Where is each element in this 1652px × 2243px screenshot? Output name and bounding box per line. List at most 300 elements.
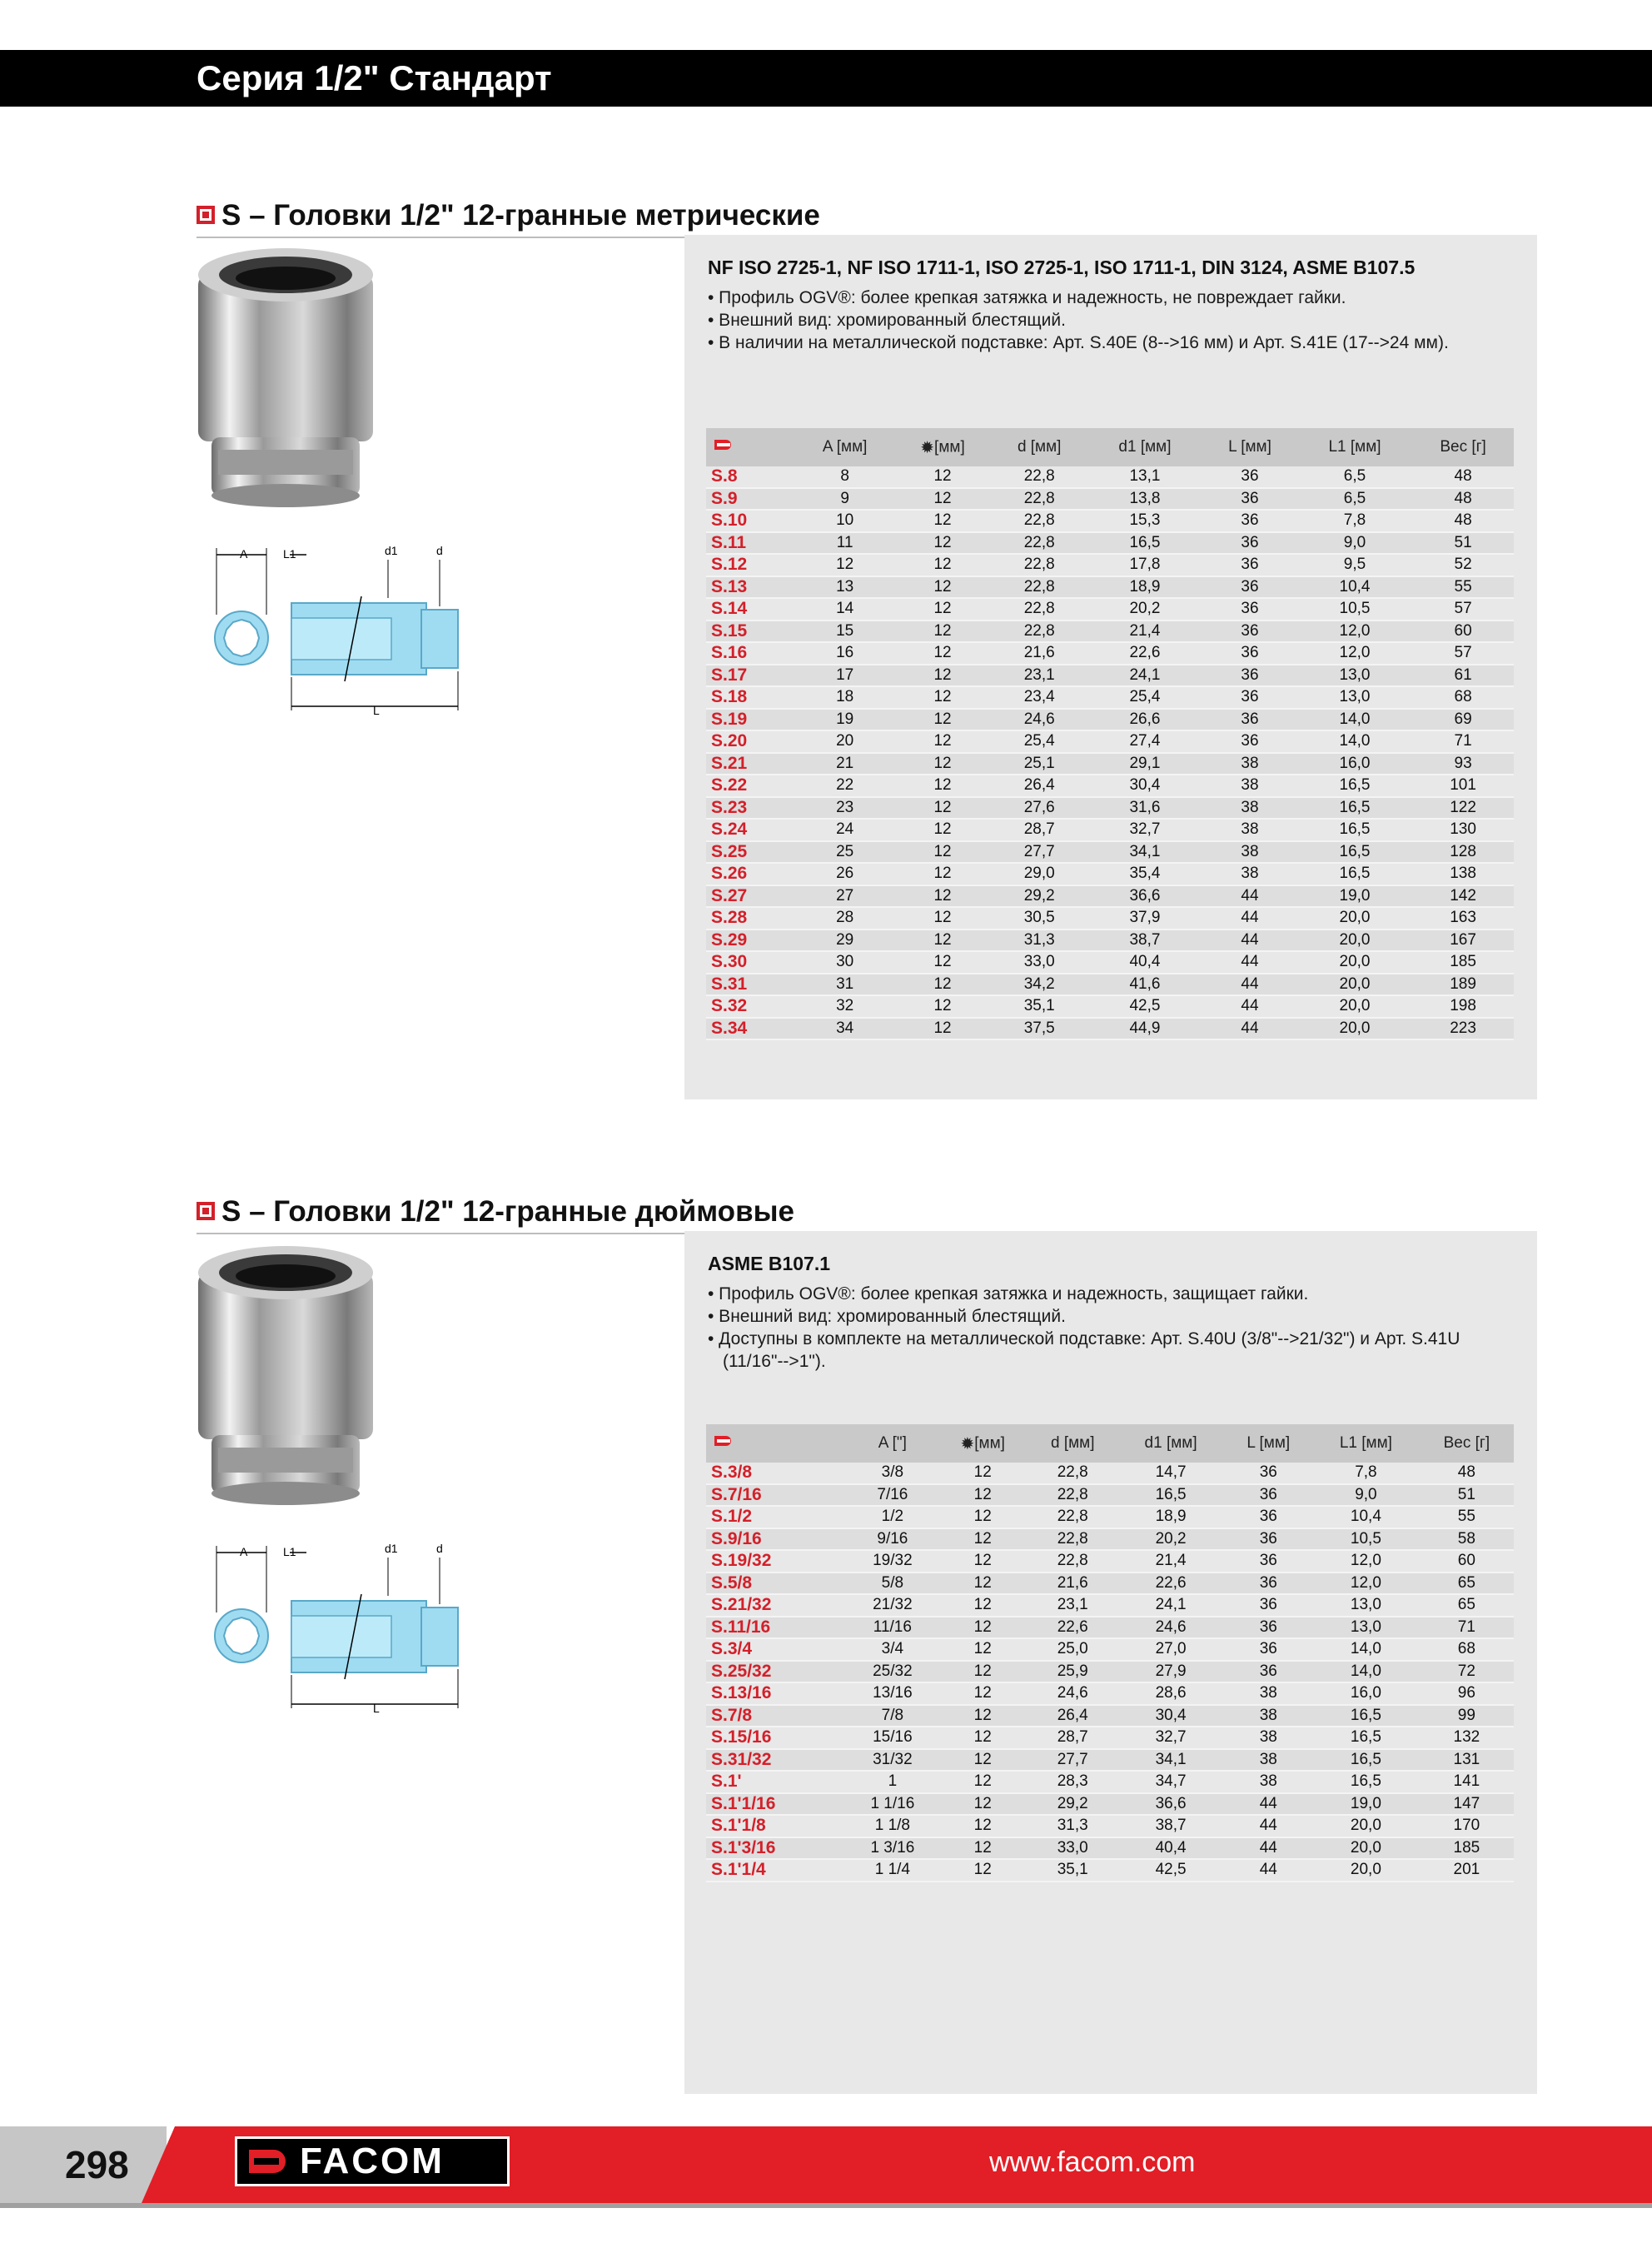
reference-code: S.27: [706, 885, 796, 908]
table-cell: 1/2: [848, 1506, 938, 1528]
table-row: [706, 466, 1514, 488]
table-cell: 31: [796, 974, 894, 996]
diagram-label-l1: L1: [283, 1545, 296, 1558]
table-cell: 12: [938, 1573, 1028, 1595]
reference-code: S.19/32: [706, 1550, 848, 1573]
table-cell: 22,6: [1117, 1573, 1225, 1595]
table-cell: 28: [796, 907, 894, 930]
table-cell: 12: [938, 1727, 1028, 1749]
table-cell: 25: [796, 841, 894, 864]
table-cell: 42,5: [1087, 995, 1202, 1018]
table-cell: 34,1: [1087, 841, 1202, 864]
table-cell: 21/32: [848, 1594, 938, 1617]
table-cell: 37,9: [1087, 907, 1202, 930]
col-header-reference: [706, 428, 796, 466]
feature-item: • В наличии на металлической подставке: Арт. S.40E (8-->16 мм) и Арт. S.41E (17-->24 мм).: [708, 333, 1449, 352]
feature-item: • Профиль OGV®: более крепкая затяжка и надежность, не повреждает гайки.: [708, 288, 1346, 307]
table-cell: 22,8: [992, 621, 1087, 643]
table-cell: 44: [1202, 885, 1297, 908]
table-cell: 36: [1202, 730, 1297, 753]
reference-code: S.17: [706, 665, 796, 687]
table-cell: 7/8: [848, 1705, 938, 1727]
table-cell: 19,0: [1297, 885, 1412, 908]
table-cell: 9,5: [1297, 554, 1412, 576]
table-cell: 28,7: [992, 819, 1087, 841]
table-cell: 42,5: [1117, 1859, 1225, 1882]
table-cell: 22,8: [992, 532, 1087, 555]
table-cell: 22,8: [992, 554, 1087, 576]
col-header: [1412, 428, 1514, 466]
table-cell: 16,5: [1312, 1727, 1420, 1749]
table-cell: 29,1: [1087, 753, 1202, 775]
table-cell: 71: [1420, 1617, 1514, 1639]
facom-logo-mark-icon: [244, 2145, 294, 2178]
table-cell: 11: [796, 532, 894, 555]
table-header-row: [706, 1424, 1514, 1463]
table-cell: 7,8: [1312, 1463, 1420, 1484]
table-cell: 36,6: [1117, 1793, 1225, 1816]
table-cell: 13/16: [848, 1682, 938, 1705]
table-cell: 12: [893, 598, 991, 621]
table-cell: 27,9: [1117, 1661, 1225, 1683]
table-cell: 12: [938, 1749, 1028, 1772]
table-cell: 93: [1412, 753, 1514, 775]
table-cell: 24,6: [1117, 1617, 1225, 1639]
col-header: [1312, 1424, 1420, 1463]
table-row: [706, 1463, 1514, 1484]
table-cell: 38: [1224, 1771, 1312, 1793]
table-cell: 12: [893, 863, 991, 885]
table-cell: 20,0: [1312, 1859, 1420, 1882]
table-cell: 25,9: [1028, 1661, 1117, 1683]
table-cell: 36: [1202, 532, 1297, 555]
table-cell: 22,6: [1028, 1617, 1117, 1639]
table-cell: 68: [1420, 1638, 1514, 1661]
table-cell: 36: [1202, 686, 1297, 709]
table-cell: 16,5: [1297, 819, 1412, 841]
diagram-label-l1: L1: [283, 547, 296, 561]
table-cell: 14: [796, 598, 894, 621]
table-cell: 17,8: [1087, 554, 1202, 576]
dimension-diagram-metric: [198, 540, 473, 723]
table-cell: 36: [1202, 709, 1297, 731]
table-cell: 23: [796, 797, 894, 820]
table-cell: 12: [938, 1550, 1028, 1573]
reference-code: S.34: [706, 1018, 796, 1040]
table-cell: 12: [893, 466, 991, 488]
table-cell: 16,5: [1312, 1771, 1420, 1793]
table-cell: 16: [796, 642, 894, 665]
col-header: [1087, 428, 1202, 466]
table-cell: 36: [1202, 598, 1297, 621]
table-cell: 12: [893, 709, 991, 731]
table-cell: 6,5: [1297, 488, 1412, 511]
table-cell: 14,0: [1297, 730, 1412, 753]
table-row: [706, 775, 1514, 797]
feature-item: • Профиль OGV®: более крепкая затяжка и надежность, защищает гайки.: [708, 1284, 1309, 1303]
table-cell: 15/16: [848, 1727, 938, 1749]
col-header-label: [мм]: [934, 438, 965, 456]
table-cell: 30: [796, 951, 894, 974]
table-row: [706, 665, 1514, 687]
reference-code: S.15/16: [706, 1727, 848, 1749]
table-cell: 12: [893, 1018, 991, 1040]
col-header: [1224, 1424, 1312, 1463]
table-row: [706, 1018, 1514, 1040]
table-cell: 60: [1412, 621, 1514, 643]
table-cell: 16,5: [1087, 532, 1202, 555]
table-cell: 23,4: [992, 686, 1087, 709]
table-cell: 32,7: [1117, 1727, 1225, 1749]
reference-code: S.10: [706, 510, 796, 532]
table-cell: 167: [1412, 930, 1514, 952]
table-cell: 8: [796, 466, 894, 488]
table-row: [706, 797, 1514, 820]
table-cell: 14,0: [1297, 709, 1412, 731]
table-cell: 21: [796, 753, 894, 775]
table-cell: 27: [796, 885, 894, 908]
table-cell: 10,4: [1297, 576, 1412, 599]
facom-reference-icon: [713, 1434, 736, 1448]
table-cell: 12: [893, 885, 991, 908]
table-cell: 28,7: [1028, 1727, 1117, 1749]
table-cell: 30,5: [992, 907, 1087, 930]
table-cell: 36,6: [1087, 885, 1202, 908]
table-cell: 30,4: [1087, 775, 1202, 797]
table-cell: 35,1: [1028, 1859, 1117, 1882]
table-cell: 19,0: [1312, 1793, 1420, 1816]
table-cell: 55: [1420, 1506, 1514, 1528]
section-title-metric: [197, 197, 1537, 238]
table-cell: 27,7: [1028, 1749, 1117, 1772]
table-cell: 38: [1202, 863, 1297, 885]
socket-photo-inch: [188, 1239, 388, 1506]
table-cell: 20: [796, 730, 894, 753]
table-cell: 16,5: [1297, 775, 1412, 797]
table-cell: 138: [1412, 863, 1514, 885]
table-row: [706, 1617, 1514, 1639]
table-cell: 12: [938, 1638, 1028, 1661]
table-cell: 36: [1224, 1484, 1312, 1507]
table-cell: 71: [1412, 730, 1514, 753]
table-cell: 44: [1202, 907, 1297, 930]
reference-code: S.1'1/8: [706, 1815, 848, 1837]
twelve-point-icon: ✹: [920, 438, 935, 457]
table-cell: 44: [1202, 974, 1297, 996]
col-header-label: L [мм]: [1228, 438, 1271, 456]
reference-code: S.25/32: [706, 1661, 848, 1683]
spec-table-inch: [706, 1424, 1514, 1882]
table-cell: 12: [938, 1859, 1028, 1882]
table-cell: 6,5: [1297, 466, 1412, 488]
table-cell: 12: [893, 797, 991, 820]
table-cell: 1 1/8: [848, 1815, 938, 1837]
table-row: [706, 1815, 1514, 1837]
table-cell: 12: [938, 1771, 1028, 1793]
reference-code: S.20: [706, 730, 796, 753]
reference-code: S.9: [706, 488, 796, 511]
table-cell: 9,0: [1297, 532, 1412, 555]
table-cell: 23,1: [1028, 1594, 1117, 1617]
table-cell: 44: [1202, 930, 1297, 952]
table-cell: 22,8: [992, 488, 1087, 511]
table-cell: 44: [1202, 951, 1297, 974]
table-cell: 22,8: [1028, 1463, 1117, 1484]
table-row: [706, 1594, 1514, 1617]
table-cell: 38: [1202, 797, 1297, 820]
col-header-label: d1 [мм]: [1144, 1434, 1197, 1452]
table-cell: 12: [893, 488, 991, 511]
section-title-text: S – Головки 1/2" 12-гранные метрические: [221, 199, 820, 232]
col-header: [1117, 1424, 1225, 1463]
table-cell: 13,0: [1297, 665, 1412, 687]
table-cell: 12: [893, 907, 991, 930]
col-header-label: d [мм]: [1017, 438, 1062, 456]
table-cell: 12: [938, 1484, 1028, 1507]
col-header: [796, 428, 894, 466]
table-cell: 68: [1412, 686, 1514, 709]
table-cell: 36: [1224, 1506, 1312, 1528]
reference-code: S.24: [706, 819, 796, 841]
page-header: [0, 50, 1652, 107]
table-cell: 131: [1420, 1749, 1514, 1772]
reference-code: S.13: [706, 576, 796, 599]
table-cell: 128: [1412, 841, 1514, 864]
table-cell: 44: [1224, 1859, 1312, 1882]
section-title-text: S – Головки 1/2" 12-гранные дюймовые: [221, 1195, 794, 1228]
col-header-label: Вес [г]: [1440, 438, 1486, 456]
table-cell: 12: [938, 1661, 1028, 1683]
table-cell: 60: [1420, 1550, 1514, 1573]
table-cell: 29,2: [992, 885, 1087, 908]
col-header-label: L1 [мм]: [1328, 438, 1381, 456]
table-cell: 25,4: [1087, 686, 1202, 709]
table-cell: 12: [938, 1463, 1028, 1484]
table-cell: 22,8: [992, 466, 1087, 488]
table-cell: 26,4: [1028, 1705, 1117, 1727]
col-header: [848, 1424, 938, 1463]
table-row: [706, 576, 1514, 599]
diagram-label-l: L: [373, 704, 380, 717]
table-cell: 1 1/16: [848, 1793, 938, 1816]
table-row: [706, 907, 1514, 930]
table-cell: 30,4: [1117, 1705, 1225, 1727]
table-cell: 10: [796, 510, 894, 532]
table-cell: 35,4: [1087, 863, 1202, 885]
table-cell: 163: [1412, 907, 1514, 930]
table-cell: 25,1: [992, 753, 1087, 775]
reference-code: S.13/16: [706, 1682, 848, 1705]
table-row: [706, 1727, 1514, 1749]
reference-code: S.7/8: [706, 1705, 848, 1727]
table-cell: 48: [1420, 1463, 1514, 1484]
red-square-icon: [197, 206, 215, 224]
table-cell: 31/32: [848, 1749, 938, 1772]
table-cell: 16,5: [1297, 797, 1412, 820]
table-cell: 57: [1412, 642, 1514, 665]
table-cell: 40,4: [1117, 1837, 1225, 1860]
table-cell: 34: [796, 1018, 894, 1040]
reference-code: S.29: [706, 930, 796, 952]
reference-code: S.31: [706, 974, 796, 996]
table-cell: 16,5: [1297, 863, 1412, 885]
table-cell: 12: [893, 642, 991, 665]
table-cell: 22,8: [992, 510, 1087, 532]
table-cell: 96: [1420, 1682, 1514, 1705]
reference-code: S.18: [706, 686, 796, 709]
table-cell: 44: [1224, 1815, 1312, 1837]
table-cell: 20,0: [1312, 1837, 1420, 1860]
table-row: [706, 686, 1514, 709]
table-cell: 12: [893, 554, 991, 576]
table-cell: 38,7: [1087, 930, 1202, 952]
table-cell: 36: [1224, 1661, 1312, 1683]
table-cell: 44: [1224, 1837, 1312, 1860]
table-cell: 12: [938, 1837, 1028, 1860]
reference-code: S.1': [706, 1771, 848, 1793]
reference-code: S.1'1/16: [706, 1793, 848, 1816]
table-cell: 48: [1412, 488, 1514, 511]
reference-code: S.30: [706, 951, 796, 974]
table-cell: 1: [848, 1771, 938, 1793]
col-header-label: A ["]: [878, 1434, 907, 1452]
table-cell: 12: [938, 1594, 1028, 1617]
table-cell: 189: [1412, 974, 1514, 996]
standards-line: ASME B107.1: [708, 1253, 831, 1274]
table-cell: 12: [893, 841, 991, 864]
table-cell: 12,0: [1312, 1573, 1420, 1595]
table-cell: 11/16: [848, 1617, 938, 1639]
reference-code: S.9/16: [706, 1528, 848, 1551]
table-cell: 36: [1202, 510, 1297, 532]
table-cell: 29: [796, 930, 894, 952]
table-row: [706, 885, 1514, 908]
table-row: [706, 730, 1514, 753]
table-cell: 57: [1412, 598, 1514, 621]
table-cell: 7/16: [848, 1484, 938, 1507]
table-cell: 35,1: [992, 995, 1087, 1018]
feature-item: • Внешний вид: хромированный блестящий.: [708, 1307, 1066, 1326]
table-cell: 20,0: [1312, 1815, 1420, 1837]
table-row: [706, 1638, 1514, 1661]
table-cell: 1 1/4: [848, 1859, 938, 1882]
table-cell: 38: [1224, 1749, 1312, 1772]
table-cell: 58: [1420, 1528, 1514, 1551]
footer-url: www.facom.com: [989, 2146, 1196, 2178]
table-cell: 24,1: [1087, 665, 1202, 687]
table-cell: 12: [893, 730, 991, 753]
table-cell: 201: [1420, 1859, 1514, 1882]
col-header-label: L [мм]: [1246, 1434, 1291, 1452]
table-cell: 48: [1412, 510, 1514, 532]
table-cell: 12: [893, 621, 991, 643]
reference-code: S.11/16: [706, 1617, 848, 1639]
table-cell: 36: [1224, 1617, 1312, 1639]
reference-code: S.25: [706, 841, 796, 864]
col-header-label: Вес [г]: [1443, 1434, 1490, 1452]
table-cell: 20,0: [1297, 907, 1412, 930]
reference-code: S.1/2: [706, 1506, 848, 1528]
table-row: [706, 1837, 1514, 1860]
table-cell: 21,6: [1028, 1573, 1117, 1595]
table-row: [706, 1550, 1514, 1573]
table-cell: 38: [1202, 841, 1297, 864]
col-header-reference: [706, 1424, 848, 1463]
facom-logo-text: FACOM: [300, 2141, 445, 2181]
table-cell: 16,0: [1312, 1682, 1420, 1705]
table-cell: 22,6: [1087, 642, 1202, 665]
table-cell: 27,4: [1087, 730, 1202, 753]
reference-code: S.22: [706, 775, 796, 797]
table-cell: 16,5: [1297, 841, 1412, 864]
feature-list: [708, 1283, 1507, 1373]
table-cell: 36: [1202, 642, 1297, 665]
table-cell: 13,1: [1087, 466, 1202, 488]
dimension-diagram-inch: [198, 1538, 473, 1721]
table-row: [706, 532, 1514, 555]
table-cell: 33,0: [1028, 1837, 1117, 1860]
spec-panel-inch: [684, 1231, 1537, 2094]
table-cell: 10,4: [1312, 1506, 1420, 1528]
table-cell: 12: [893, 995, 991, 1018]
table-cell: 3/8: [848, 1463, 938, 1484]
feature-item: • Доступны в комплекте на металлической подставке: Арт. S.40U (3/8"-->21/32") и Арт. S.41U (11/16"-->1").: [708, 1329, 1460, 1371]
table-cell: 9,0: [1312, 1484, 1420, 1507]
table-cell: 12,0: [1297, 642, 1412, 665]
twelve-point-icon: ✹: [960, 1434, 975, 1453]
diagram-label-a: A: [240, 1545, 248, 1558]
table-cell: 20,0: [1297, 1018, 1412, 1040]
table-cell: 31,3: [992, 930, 1087, 952]
table-cell: 12: [938, 1506, 1028, 1528]
table-row: [706, 1661, 1514, 1683]
table-cell: 36: [1202, 576, 1297, 599]
table-cell: 38: [1224, 1705, 1312, 1727]
table-cell: 36: [1202, 621, 1297, 643]
table-cell: 65: [1420, 1573, 1514, 1595]
table-cell: 36: [1202, 665, 1297, 687]
reference-code: S.28: [706, 907, 796, 930]
table-cell: 7,8: [1297, 510, 1412, 532]
table-row: [706, 1749, 1514, 1772]
reference-code: S.31/32: [706, 1749, 848, 1772]
table-cell: 36: [1224, 1528, 1312, 1551]
table-cell: 18,9: [1087, 576, 1202, 599]
table-row: [706, 863, 1514, 885]
table-cell: 38: [1202, 775, 1297, 797]
table-cell: 14,0: [1312, 1661, 1420, 1683]
table-cell: 20,2: [1087, 598, 1202, 621]
table-cell: 22,8: [1028, 1528, 1117, 1551]
reference-code: S.1'3/16: [706, 1837, 848, 1860]
table-cell: 12: [938, 1617, 1028, 1639]
reference-code: S.21: [706, 753, 796, 775]
table-cell: 12: [893, 576, 991, 599]
table-row: [706, 841, 1514, 864]
diagram-label-d: d: [436, 544, 443, 557]
diagram-label-d1: d1: [385, 1542, 398, 1555]
table-cell: 41,6: [1087, 974, 1202, 996]
table-cell: 15,3: [1087, 510, 1202, 532]
table-cell: 14,0: [1312, 1638, 1420, 1661]
table-cell: 13,8: [1087, 488, 1202, 511]
table-cell: 9: [796, 488, 894, 511]
table-cell: 21,4: [1117, 1550, 1225, 1573]
table-cell: 36: [1202, 554, 1297, 576]
table-cell: 51: [1412, 532, 1514, 555]
table-row: [706, 1705, 1514, 1727]
table-row: [706, 621, 1514, 643]
